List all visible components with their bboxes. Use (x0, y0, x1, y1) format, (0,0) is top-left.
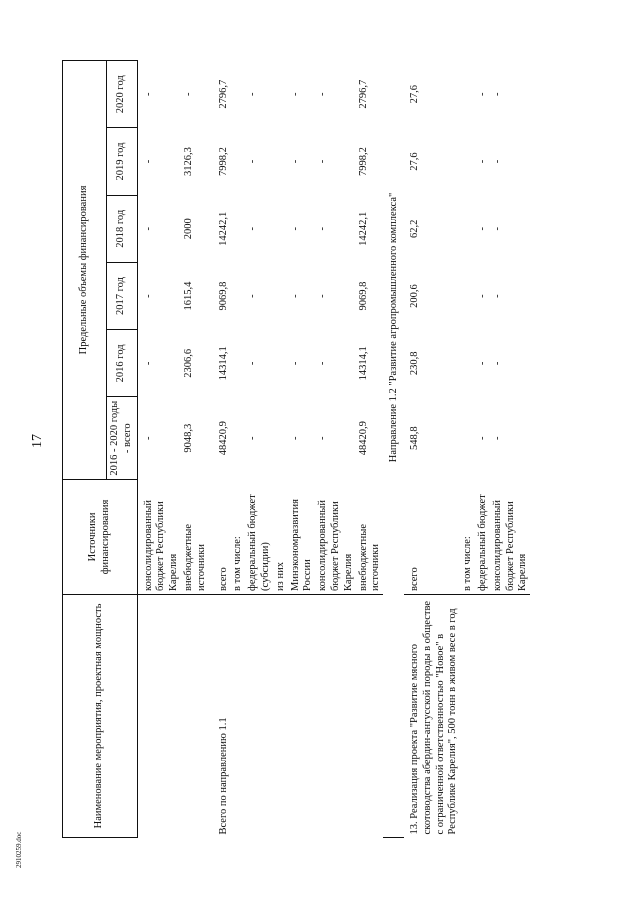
cell-y2020 (460, 61, 475, 128)
cell-source: федеральный бюджет (субсидии) (245, 479, 273, 594)
cell-y2016 (273, 330, 288, 397)
cell-y2019: - (289, 159, 301, 164)
table-row (137, 61, 181, 838)
cell-y2019: 3126,3 (182, 147, 194, 176)
cell-source: из них (273, 479, 288, 594)
cell-total: - (491, 436, 503, 440)
cell-name: Всего по направлению 1.1 (217, 717, 229, 835)
cell-source: федеральный бюджет (475, 479, 490, 594)
cell-y2019: - (476, 159, 488, 164)
header-2019: 2019 год (107, 128, 138, 195)
header-2017: 2017 год (107, 262, 138, 329)
cell-source: консолидированный бюджет Республики Карелия (137, 479, 181, 594)
section-title: Направление 1.2 "Развитие агропромышленного комплекса" (388, 192, 400, 463)
table-row (230, 61, 245, 838)
cell-total: - (476, 436, 488, 440)
header-total: 2016 - 2020 годы - всего (107, 397, 138, 479)
header-source: Источники финансирования (63, 479, 138, 594)
footer-doc-id: 2910259.doc (15, 831, 23, 868)
cell-y2016 (460, 330, 475, 397)
cell-source: всего (209, 479, 231, 594)
cell-total (230, 397, 245, 479)
cell-y2019 (230, 128, 245, 195)
cell-y2020: 2796,7 (357, 79, 369, 109)
cell-y2016: 2306,6 (182, 348, 194, 378)
cell-y2016: - (289, 361, 301, 366)
cell-y2019: 7998,2 (217, 147, 229, 176)
cell-y2017: 9069,8 (217, 281, 229, 311)
cell-source: внебюджетные источники (181, 479, 209, 594)
cell-y2019: - (247, 159, 259, 164)
header-volumes: Предельные объемы финансирования (63, 61, 107, 480)
cell-y2018: 2000 (182, 218, 194, 240)
cell-y2017: - (247, 294, 259, 298)
cell-source: в том числе: (460, 479, 475, 594)
cell-y2019: - (317, 159, 329, 164)
cell-y2018: - (289, 227, 301, 231)
cell-name (315, 594, 355, 837)
cell-total: - (142, 436, 154, 440)
cell-total: 48420,9 (217, 421, 229, 456)
cell-total: - (247, 436, 259, 440)
table-row (315, 61, 355, 838)
cell-y2016: - (317, 361, 329, 366)
table-row (245, 61, 273, 838)
cell-name (245, 594, 273, 837)
cell-y2017 (460, 262, 475, 329)
cell-y2016: 14314,1 (357, 346, 369, 381)
table-row (209, 61, 231, 838)
cell-total: 48420,9 (357, 421, 369, 456)
cell-source: всего (404, 479, 460, 594)
cell-source: внебюджетные источники (356, 479, 384, 594)
cell-y2017: - (289, 294, 301, 298)
cell-y2020: - (142, 92, 154, 96)
cell-y2017: 9069,8 (357, 281, 369, 311)
cell-y2016 (230, 330, 245, 397)
cell-y2020: 27,6 (408, 85, 420, 104)
cell-total: 9048,3 (182, 423, 194, 453)
cell-y2016: - (476, 361, 488, 366)
table-row (460, 61, 475, 838)
table-row (181, 61, 209, 838)
cell-total (273, 397, 288, 479)
cell-source: в том числе: (230, 479, 245, 594)
cell-y2020: - (247, 92, 259, 96)
cell-y2018: 14242,1 (217, 211, 229, 246)
cell-y2017 (230, 262, 245, 329)
cell-name (490, 594, 530, 837)
cell-y2017: 1615,4 (182, 281, 194, 311)
cell-name (356, 594, 384, 837)
cell-name (181, 594, 209, 837)
cell-y2019 (273, 128, 288, 195)
cell-y2016: - (491, 361, 503, 366)
header-2020: 2020 год (107, 61, 138, 128)
cell-y2019 (460, 128, 475, 195)
cell-name (137, 594, 181, 837)
cell-y2018 (273, 195, 288, 262)
cell-y2016: - (247, 361, 259, 366)
cell-total: - (289, 436, 301, 440)
cell-y2018: - (476, 227, 488, 231)
header-2016: 2016 год (107, 330, 138, 397)
table-row (273, 61, 288, 838)
cell-y2018 (460, 195, 475, 262)
cell-y2017 (273, 262, 288, 329)
header-name: Наименование мероприятия, проектная мощность (63, 594, 138, 837)
cell-y2020: - (491, 92, 503, 96)
cell-y2017: - (491, 294, 503, 298)
cell-source: консолидированный бюджет Республики Карелия (490, 479, 530, 594)
cell-y2018: - (247, 227, 259, 231)
cell-total: 548,8 (408, 426, 420, 450)
cell-y2019: - (491, 159, 503, 164)
page-number: 17 (30, 434, 45, 448)
cell-y2020: - (317, 92, 329, 96)
table-row (490, 61, 530, 838)
cell-source: консолидированный бюджет Республики Карелия (315, 479, 355, 594)
cell-total: - (317, 436, 329, 440)
cell-y2020: - (289, 92, 301, 96)
cell-y2019: 7998,2 (357, 147, 369, 176)
cell-y2017: - (317, 294, 329, 298)
cell-y2020 (273, 61, 288, 128)
cell-y2018: - (317, 227, 329, 231)
rotated-table-container (62, 60, 544, 838)
cell-y2020 (230, 61, 245, 128)
cell-y2020: - (182, 92, 194, 96)
cell-source: Минэкономразвития России (288, 479, 316, 594)
cell-y2016: 230,8 (408, 351, 420, 376)
financing-table (62, 60, 530, 838)
cell-y2019: - (142, 159, 154, 164)
cell-y2016: - (142, 361, 154, 366)
table-row (404, 61, 460, 838)
cell-y2017: 200,6 (408, 284, 420, 308)
cell-name (230, 594, 245, 837)
cell-y2018 (230, 195, 245, 262)
cell-y2019: 27,6 (408, 152, 420, 171)
cell-total (460, 397, 475, 479)
table-row (288, 61, 316, 838)
cell-name (460, 594, 475, 837)
cell-y2020: 2796,7 (217, 79, 229, 109)
cell-y2017: - (476, 294, 488, 298)
cell-y2017: - (142, 294, 154, 298)
cell-y2018: 14242,1 (357, 211, 369, 246)
cell-y2016: 14314,1 (217, 346, 229, 381)
table-row (475, 61, 490, 838)
cell-name (288, 594, 316, 837)
cell-name (475, 594, 490, 837)
cell-y2018: - (142, 227, 154, 231)
cell-name: 13. Реализация проекта "Развитие мясного скотоводства абердин-ангусской породы в обществе с ограниченной ответственностью "Новое" в Республике Карелия", 500 тонн в живом весе в год (408, 600, 459, 835)
cell-name (273, 594, 288, 837)
header-2018: 2018 год (107, 195, 138, 262)
cell-y2020: - (476, 92, 488, 96)
cell-y2018: 62,2 (408, 219, 420, 238)
cell-y2018: - (491, 227, 503, 231)
table-row (356, 61, 384, 838)
